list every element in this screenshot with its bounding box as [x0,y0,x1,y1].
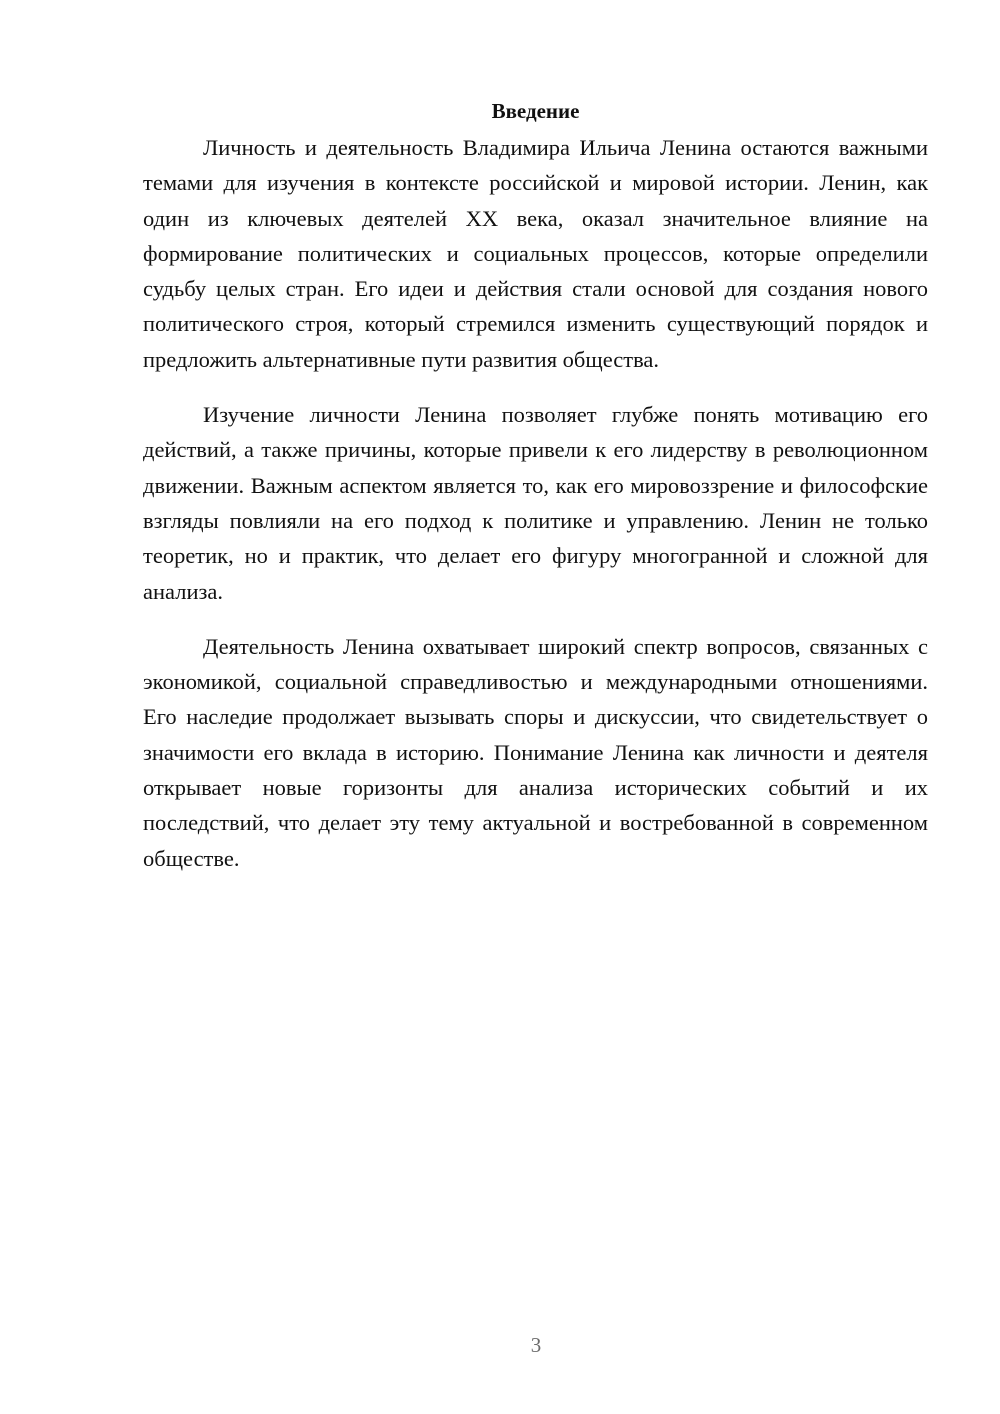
paragraph-1: Личность и деятельность Владимира Ильича Ленина остаются важными темами для изучения в контексте российской и мировой истории. Ленин, как один из ключевых деятелей XX века, оказал значительное влияние на формирование политических и социальных процессов, которые определили судьбу целых стран. Его идеи и действия стали основой для создания нового политического строя, который стремился изменить существующий порядок и предложить альтернативные пути развития общества. [143,135,928,372]
section-heading: Введение [491,99,580,123]
page-content [143,96,928,876]
page-number: 3 [530,1333,542,1357]
paragraph-3: Деятельность Ленина охватывает широкий спектр вопросов, связанных с экономикой, социальной справедливостью и международными отношениями. Его наследие продолжает вызывать споры и дискуссии, что свидетельствует о значимости его вклада в историю. Понимание Ленина как личности и деятеля открывает новые горизонты для анализа исторических событий и их последствий, что делает эту тему актуальной и востребованной в современном обществе. [143,633,928,871]
paragraph-2: Изучение личности Ленина позволяет глубже понять мотивацию его действий, а также причины, которые привели к его лидерству в революционном движении. Важным аспектом является то, как его мировоззрение и философские взгляды повлияли на его подход к политике и управлению. Ленин не только теоретик, но и практик, что делает его фигуру многогранной и сложной для анализа. [143,402,928,604]
